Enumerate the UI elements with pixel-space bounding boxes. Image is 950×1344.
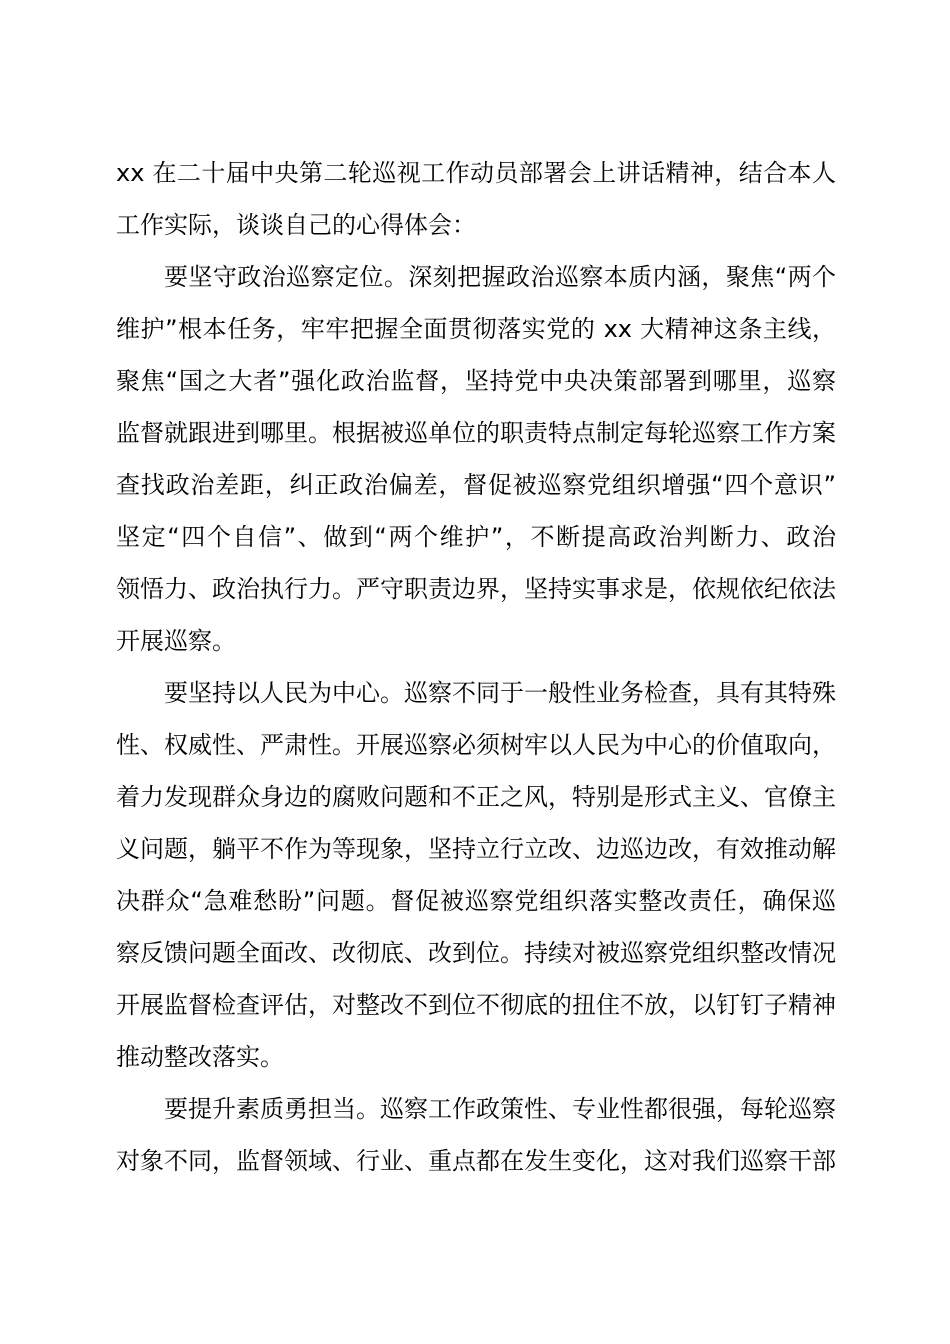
paragraph-1-line-1: xx 在二十届中央第二轮巡视工作动员部署会上讲话精神，结合本人 [116,159,836,187]
paragraph-3-line-2: 性、权威性、严肃性。开展巡察必须树牢以人民为中心的价值取向， [116,731,836,759]
paragraph-2-line-6: 坚定“四个自信”、做到“两个维护”，不断提高政治判断力、政治 [116,523,836,551]
paragraph-2-line-3: 聚焦“国之大者”强化政治监督，坚持党中央决策部署到哪里，巡察 [116,367,836,395]
paragraph-3-line-5: 决群众“急难愁盼”问题。督促被巡察党组织落实整改责任，确保巡 [116,887,836,915]
paragraph-2-line-5: 查找政治差距，纠正政治偏差，督促被巡察党组织增强“四个意识” [116,471,836,499]
paragraph-4-line-1: 要提升素质勇担当。巡察工作政策性、专业性都很强，每轮巡察 [164,1095,836,1123]
paragraph-4-line-2: 对象不同，监督领域、行业、重点都在发生变化，这对我们巡察干部 [116,1147,836,1175]
paragraph-3-line-1: 要坚持以人民为中心。巡察不同于一般性业务检查，具有其特殊 [164,679,836,707]
paragraph-3-line-6: 察反馈问题全面改、改彻底、改到位。持续对被巡察党组织整改情况 [116,939,836,967]
paragraph-3-line-4: 义问题，躺平不作为等现象，坚持立行立改、边巡边改，有效推动解 [116,835,836,863]
paragraph-2-line-7: 领悟力、政治执行力。严守职责边界，坚持实事求是，依规依纪依法 [116,575,836,603]
paragraph-2-line-1: 要坚守政治巡察定位。深刻把握政治巡察本质内涵，聚焦“两个 [164,263,836,291]
paragraph-3-line-8: 推动整改落实。 [116,1043,284,1071]
document-body [116,147,836,1187]
paragraph-1-line-2: 工作实际，谈谈自己的心得体会： [116,211,476,239]
paragraph-2-line-8: 开展巡察。 [116,627,236,655]
paragraph-2-line-2: 维护”根本任务，牢牢把握全面贯彻落实党的 xx 大精神这条主线， [116,315,836,343]
paragraph-3-line-3: 着力发现群众身边的腐败问题和不正之风，特别是形式主义、官僚主 [116,783,836,811]
paragraph-3-line-7: 开展监督检查评估，对整改不到位不彻底的扭住不放，以钉钉子精神 [116,991,836,1019]
paragraph-2-line-4: 监督就跟进到哪里。根据被巡单位的职责特点制定每轮巡察工作方案 [116,419,836,447]
